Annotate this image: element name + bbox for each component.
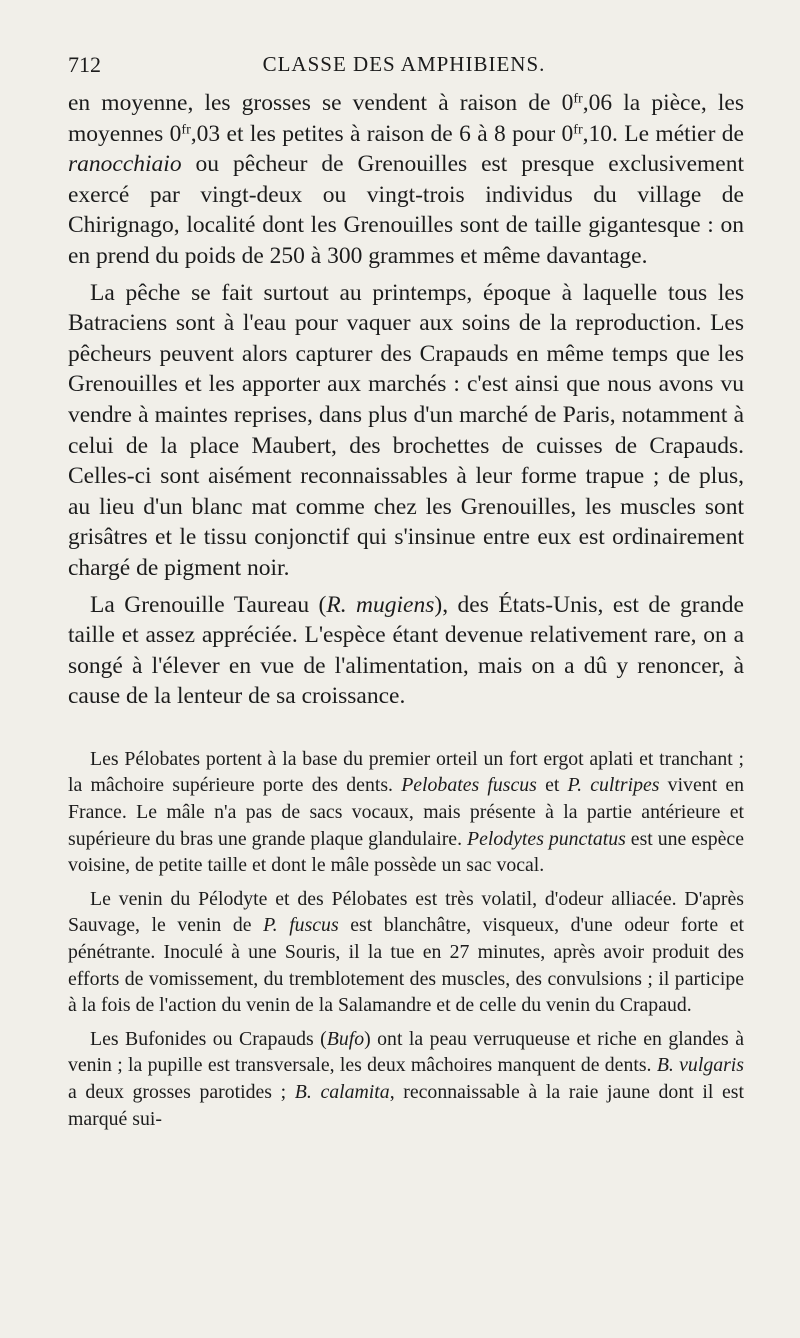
paragraph-4: Les Pélobates portent à la base du premier orteil un fort ergot aplati et tranchant ; la mâchoire supérieure porte des dents. Pelobates fuscus et P. cultripes vivent en France. Le mâle n'a pas de sacs vocaux, mais présente à la partie antérieure et supérieure du bras une grande plaque glandulaire. Pelodytes punctatus est une espèce voisine, de petite taille et dont le mâle possède un sac vocal. [68,747,744,877]
large-type-section [68,88,744,712]
small-type-section [68,746,744,1132]
paragraph-5: Le venin du Pélodyte et des Pélobates est très volatil, d'odeur alliacée. D'après Sauvage, le venin de P. fuscus est blanchâtre, visqueux, d'une odeur forte et pénétrante. Inoculé à une Souris, il la tue en 27 minutes, après avoir produit des efforts de vomissement, du tremblotement des muscles, des convulsions ; il participe à la fois de l'action du venin de la Salamandre et de celle du venin du Crapaud. [68,887,744,1017]
species-name: P. cultripes [567,774,660,797]
paragraph-1: en moyenne, les grosses se vendent à raison de $0^{fr},06$ la pièce, les moyennes $0^{fr},03$ et les petites à raison de 6 à 8 pour $0^{fr},10$. Le métier de ranocchiaio ou pêcheur de Grenouilles est presque exclusivement exercé par vingt-deux ou vingt-trois individus du village de Chirignago, localité dont les Grenouilles sont de taille gigantesque : on en prend du poids de 250 à 300 grammes et même davantage. [68,90,745,269]
page-number: 712 [68,52,101,77]
paragraph-6: Les Bufonides ou Crapauds (Bufo) ont la peau verruqueuse et riche en glandes à venin ; la pupille est transversale, les deux mâchoires manquent de dents. B. vulgaris a deux grosses parotides ; B. calamita, reconnaissable à la raie jaune dont il est marqué sui- [68,1027,744,1130]
paragraph-2: La pêche se fait surtout au printemps, époque à laquelle tous les Batraciens sont à l'eau pour vaquer aux soins de la reproduction. Les pêcheurs peuvent alors capturer des Crapauds en même temps que les Grenouilles et les apporter aux marchés : c'est ainsi que nous avons vu vendre à maintes reprises, dans plus d'un marché de Paris, notamment à celui de la place Maubert, des brochettes de cuisses de Crapauds. Celles-ci sont aisément reconnaissables à leur forme trapue ; de plus, au lieu d'un blanc mat comme chez les Grenouilles, les muscles sont grisâtres et le tissu conjonctif qui s'insinue entre eux est ordinairement chargé de pigment noir. [68,279,744,581]
species-name: Pelobates fuscus [401,774,537,797]
species-name: Pelodytes punctatus [467,827,626,850]
species-name: R. mugiens [326,591,435,618]
species-name: B. calamita [294,1081,390,1103]
paragraph-3: La Grenouille Taureau (R. mugiens), des États-Unis, est de grande taille et assez appréciée. L'espèce étant devenue relativement rare, on a songé à l'élever en vue de l'alimentation, mais on a dû y renoncer, à cause de la lenteur de sa croissance. [68,591,744,710]
species-name: P. fuscus [263,914,339,937]
running-title: CLASSE DES AMPHIBIENS. [262,52,546,76]
page-body [68,88,744,1132]
page-header [68,52,740,84]
italic-term: ranocchiaio [68,151,182,178]
species-name: B. vulgaris [656,1054,744,1077]
genus-name: Bufo [326,1027,365,1050]
